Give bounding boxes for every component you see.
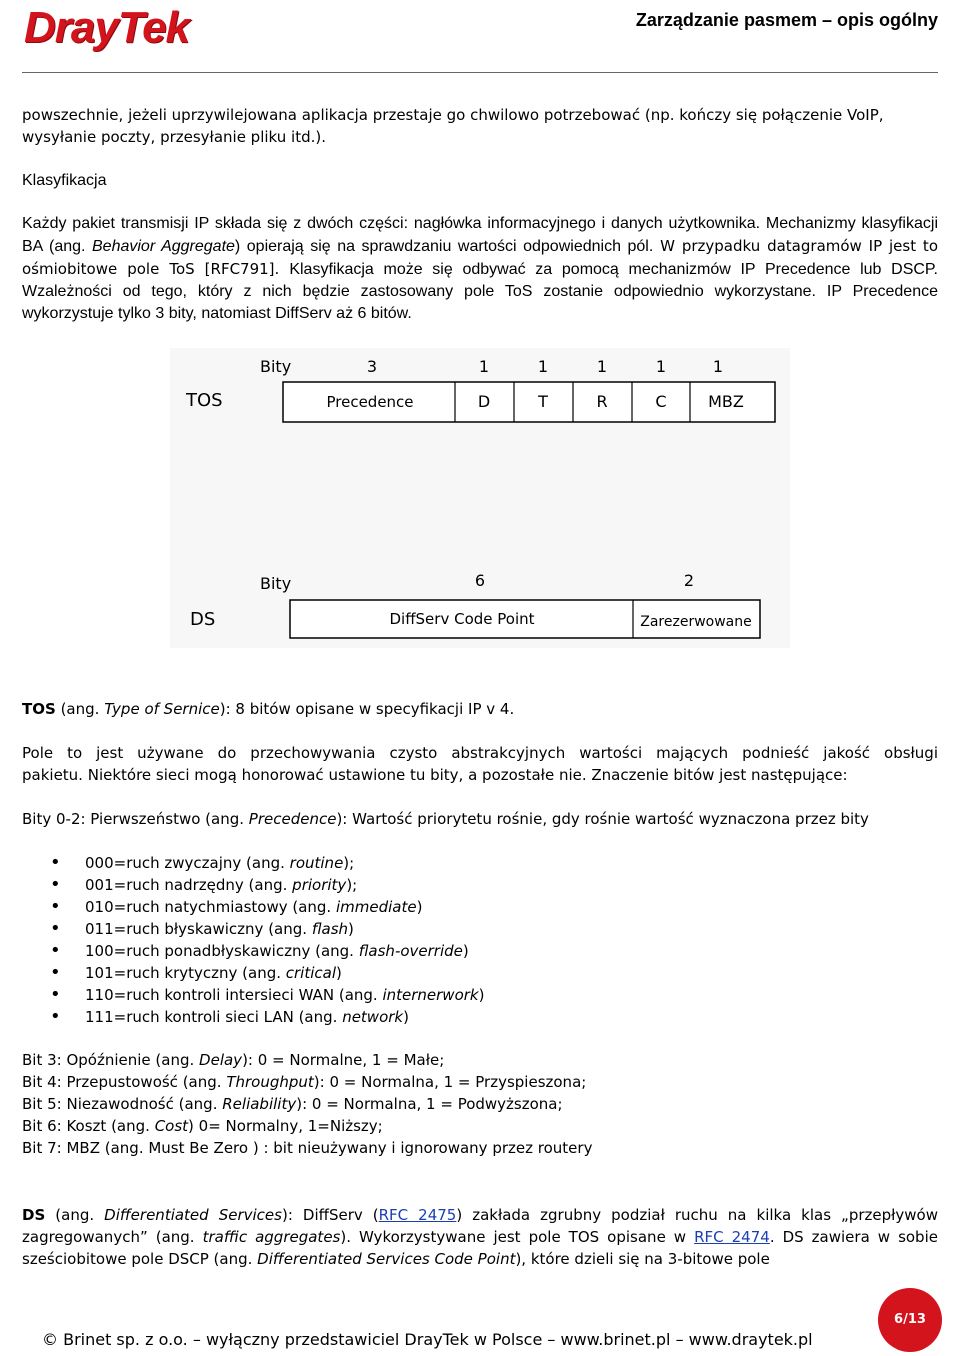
ds-bits-label: Bity bbox=[260, 574, 292, 593]
list-item: • 011=ruch błyskawiczny (ang. flash) bbox=[50, 918, 484, 940]
page-number-badge: 6/13 bbox=[878, 1288, 942, 1352]
list-item: • 111=ruch kontroli sieci LAN (ang. network) bbox=[50, 1006, 484, 1028]
tos-term: TOS bbox=[22, 700, 56, 718]
ds-row-label: DS bbox=[190, 609, 216, 630]
intro-line-2: wysyłanie poczty, przesyłanie pliku itd.). bbox=[22, 128, 326, 146]
tos-row-label: TOS bbox=[186, 390, 223, 411]
tos-bit-count-c: 1 bbox=[655, 357, 667, 376]
classification-text-d: Klasyfikacja może się odbywać za pomocą mechanizmów IP Precedence lub DSCP. Wzależności od tego, który z nich będzie zastosowany pole ToS zostanie odpowiednio wykorzystane. IP Precedence wykorzystuje tylko 3 bity, natomiast DiffServ aż 6 bitów. bbox=[22, 261, 938, 322]
rfc-2474-link[interactable]: RFC 2474 bbox=[694, 1228, 770, 1246]
ds-term: DS bbox=[22, 1206, 46, 1224]
tos-bit-count-t: 1 bbox=[537, 357, 549, 376]
header-divider bbox=[22, 72, 938, 73]
list-item: • 010=ruch natychmiastowy (ang. immediate) bbox=[50, 896, 484, 918]
classification-text-c: W przypadku datagramów IP jest to ośmiobitowe pole ToS [RFC791]. bbox=[22, 237, 938, 278]
list-item: • 000=ruch zwyczajny (ang. routine); bbox=[50, 852, 484, 874]
tos-def-english: Type of Sernice bbox=[104, 700, 220, 718]
tos-field-r: R bbox=[596, 392, 608, 411]
draytek-logo: DrayTek bbox=[24, 3, 190, 52]
tos-def-text-b: ): 8 bitów opisane w specyfikacji IP v 4. bbox=[219, 700, 515, 718]
ds-field-reserved: Zarezerwowane bbox=[640, 614, 752, 630]
bit-line: Bit 5: Niezawodność (ang. Reliability): 0 = Normalna, 1 = Podwyższona; bbox=[22, 1095, 563, 1113]
tos-ds-diagram bbox=[170, 348, 790, 648]
intro-paragraph bbox=[22, 104, 938, 148]
tos-field-d: D bbox=[477, 392, 491, 411]
ds-definition: DS (ang. Differentiated Services): DiffServ (RFC 2475) zakłada zgrubny podział ruchu na kilka klas „przepływów zagregowanych” (ang. traffic aggregates). Wykorzystywane jest pole TOS opisane w RFC 2474. DS zawiera w sobie sześciobitowe pole DSCP (ang. Differentiated Services Code Point), które dzieli się na 3-bitowe pole bbox=[22, 1206, 938, 1268]
ds-bit-count-dscp: 6 bbox=[474, 571, 486, 590]
tos-def-text-a: (ang. bbox=[55, 700, 105, 718]
tos-field-t: T bbox=[538, 392, 548, 411]
page-footer bbox=[0, 1290, 960, 1356]
field-use-line-1: Pole to jest używane do przechowywania czysto abstrakcyjnych wartości mających podnieść jakość obsługi bbox=[22, 744, 938, 762]
list-item: • 001=ruch nadrzędny (ang. priority); bbox=[50, 874, 484, 896]
page-title: Zarządzanie pasmem – opis ogólny bbox=[635, 10, 938, 30]
bits02-text-a: Bity 0-2: Pierwszeństwo (ang. bbox=[22, 810, 249, 828]
bits02-text-b: ): Wartość priorytetu rośnie, gdy rośnie wartość wyznaczona przez bity bbox=[336, 810, 869, 828]
field-use-line-2: pakietu. Niektóre sieci mogą honorować ustawione tu bity, a pozostałe nie. Znaczenie bitów jest następujące: bbox=[22, 766, 848, 784]
tos-field-mbz: MBZ bbox=[708, 392, 744, 411]
tos-bit-count-precedence: 3 bbox=[366, 357, 378, 376]
precedence-term: Precedence bbox=[248, 810, 337, 828]
list-item: • 100=ruch ponadbłyskawiczny (ang. flash-override) bbox=[50, 940, 484, 962]
tos-field-c: C bbox=[655, 392, 667, 411]
precedence-list bbox=[50, 852, 484, 1028]
tos-bits-label: Bity bbox=[260, 357, 292, 376]
classification-text-b: ) opierają się na sprawdzaniu wartości odpowiednich pól. bbox=[234, 238, 654, 255]
ds-field-dscp: DiffServ Code Point bbox=[389, 610, 535, 628]
bit-line: Bit 7: MBZ (ang. Must Be Zero ) : bit nieużywany i ignorowany przez routery bbox=[22, 1139, 593, 1157]
dscp-english-term: Differentiated Services Code Point bbox=[257, 1250, 516, 1268]
tos-bit-count-d: 1 bbox=[478, 357, 490, 376]
tos-bit-count-mbz: 1 bbox=[712, 357, 724, 376]
list-item: • 110=ruch kontroli intersieci WAN (ang. internerwork) bbox=[50, 984, 484, 1006]
bit-line: Bit 6: Koszt (ang. Cost) 0= Normalny, 1=Niższy; bbox=[22, 1117, 383, 1135]
ds-bit-count-reserved: 2 bbox=[683, 571, 695, 590]
tos-bit-count-r: 1 bbox=[596, 357, 608, 376]
bit-descriptions bbox=[22, 1049, 938, 1159]
footer-copyright: © Brinet sp. z o.o. – wyłączny przedstawiciel DrayTek w Polsce – www.brinet.pl – www.draytek.pl bbox=[42, 1330, 813, 1349]
page-header bbox=[0, 0, 960, 76]
section-heading: Klasyfikacja bbox=[22, 172, 107, 189]
rfc-2475-link[interactable]: RFC 2475 bbox=[378, 1206, 457, 1224]
bits-0-2-paragraph bbox=[22, 808, 938, 830]
traffic-aggregates-term: traffic aggregates bbox=[202, 1228, 341, 1246]
ds-english-term: Differentiated Services bbox=[104, 1206, 282, 1224]
field-use-paragraph bbox=[22, 742, 938, 786]
classification-text-a: Każdy pakiet transmisji IP składa się z dwóch części: nagłówka informacyjnego i danych użytkownika. Mechanizmy klasyfikacji BA (ang. bbox=[22, 215, 938, 255]
intro-line-1: powszechnie, jeżeli uprzywilejowana aplikacja przestaje go chwilowo potrzebować (np. kończy się połączenie VoIP, bbox=[22, 106, 884, 124]
bit-line: Bit 4: Przepustowość (ang. Throughput): 0 = Normalna, 1 = Przyspieszona; bbox=[22, 1073, 587, 1091]
behavior-aggregate-term: Behavior Aggregate bbox=[92, 238, 235, 255]
classification-paragraph bbox=[22, 213, 938, 325]
tos-field-precedence: Precedence bbox=[326, 393, 414, 411]
tos-definition bbox=[22, 698, 938, 720]
bit-line: Bit 3: Opóźnienie (ang. Delay): 0 = Normalne, 1 = Małe; bbox=[22, 1051, 445, 1069]
list-item: • 101=ruch krytyczny (ang. critical) bbox=[50, 962, 484, 984]
